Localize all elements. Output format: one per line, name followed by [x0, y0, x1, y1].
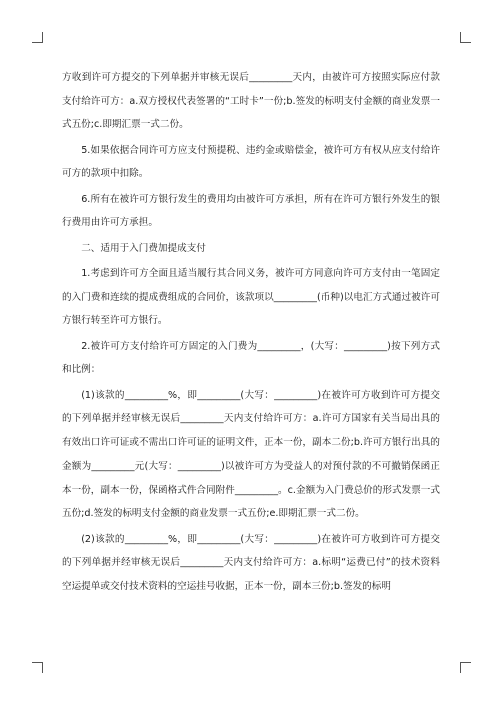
crop-mark-top-left [32, 32, 43, 43]
paragraph-clause-1: 1.考虑到许可方全面且适当履行其合同义务，被许可方同意向许可方支付由一笔固定的入门费和连续的提成费组成的合同价，该款项以_________(币种)以电汇方式通过被许可方银行转至许可方银行。 [62, 268, 440, 327]
crop-mark-top-right [460, 32, 471, 43]
paragraph-clause-6: 6.所有在被许可方银行发生的费用均由被许可方承担，所有在许可方银行外发生的银行费用由许可方承担。 [62, 193, 440, 229]
paragraph-clause-2: 2.被许可方支付给许可方固定的入门费为_________，(大写：_________)按下列方式和比例： [62, 340, 440, 376]
paragraph-clause-5: 5.如果依据合同许可方应支付预提税、违约金或赔偿金，被许可方有权从应支付给许可方的款项中扣除。 [62, 144, 440, 180]
paragraph-sub-2: (2)该款的_________%，即_________(大写：_________)在被许可方收到许可方提交的下列单据并经审核无误后_________天内支付给许可方：a.标明“运费已付”的技术资料空运提单或交付技术资料的空运挂号收据，正本一份，副本三份;b.签发的标明 [62, 533, 440, 592]
paragraph-sub-1: (1)该款的_________%，即_________(大写：_________)在被许可方收到许可方提交的下列单据并经审核无误后_________天内支付给许可方：a.许可方国家有关当局出具的有效出口许可证或不需出口许可证的证明文件，正本一份，副本二份;b.许可方银行出具的金额为_________元(大写：_________)以被许可方为受益人的对预付款的不可撤销保函正本一份，副本一份，保函格式件合同附件_________。c.金额为入门费总价的形式发票一式五份;d.签发的标明支付金额的商业发票一式五份;e.即期汇票一式二份。 [62, 389, 440, 520]
paragraph-continuation: 方收到许可方提交的下列单据并审核无误后_________天内，由被许可方按照实际应付款支付给许可方：a.双方授权代表签署的“工时卡”一份;b.签发的标明支付金额的商业发票一式五份;c.即期汇票一式二份。 [62, 72, 440, 131]
document-body [62, 66, 440, 600]
section-heading: 二、适用于入门费加提成支付 [81, 242, 206, 254]
crop-mark-bottom-left [32, 662, 43, 673]
crop-mark-bottom-right [460, 662, 471, 673]
